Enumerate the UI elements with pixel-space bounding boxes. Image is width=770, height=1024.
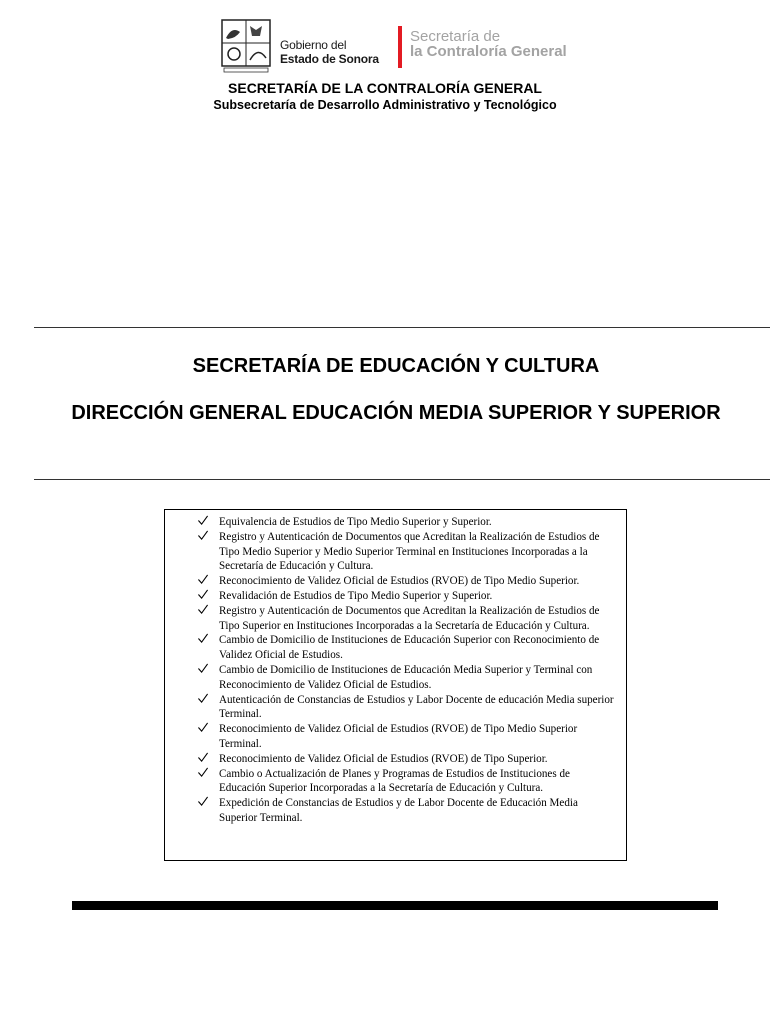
- checkmark-icon: [197, 693, 209, 704]
- state-seal-icon: [220, 18, 272, 74]
- checkmark-icon: [197, 633, 209, 644]
- procedure-item: [189, 633, 618, 663]
- procedure-item: [189, 530, 618, 574]
- procedures-box: [164, 509, 627, 861]
- procedure-text: Registro y Autenticación de Documentos que Acreditan la Realización de Estudios de Tipo Superior en Instituciones Incorporadas a la Secretaría de Educación y Cultura.: [219, 604, 600, 632]
- procedure-text: Reconocimiento de Validez Oficial de Estudios (RVOE) de Tipo Medio Superior Terminal.: [219, 723, 578, 750]
- directorate-title: DIRECCIÓN GENERAL EDUCACIÓN MEDIA SUPERIOR Y SUPERIOR: [71, 402, 721, 424]
- procedure-text: Autenticación de Constancias de Estudios y Labor Docente de educación Media superior Terminal.: [219, 693, 614, 721]
- checkmark-icon: [197, 767, 209, 778]
- checkmark-icon: [197, 752, 209, 763]
- procedure-item: [189, 767, 618, 797]
- procedure-item: [189, 515, 618, 530]
- gov-logo-line1: Gobierno del: [280, 38, 347, 52]
- procedure-item: [189, 752, 618, 767]
- divider-bottom: [34, 479, 770, 480]
- checkmark-icon: [197, 604, 209, 615]
- header-subtitle: Subsecretaría de Desarrollo Administrativo y Tecnológico: [213, 98, 557, 112]
- logo-divider: [398, 26, 402, 68]
- checkmark-icon: [197, 796, 209, 807]
- procedure-item: [189, 589, 618, 604]
- procedure-item: [189, 796, 618, 826]
- procedure-item: [189, 722, 618, 752]
- gov-logo-line2: Estado de Sonora: [280, 52, 379, 66]
- procedure-item: [189, 604, 618, 634]
- procedure-text: Reconocimiento de Validez Oficial de Estudios (RVOE) de Tipo Medio Superior.: [219, 575, 580, 588]
- bottom-bar: [72, 901, 718, 910]
- header-title: SECRETARÍA DE LA CONTRALORÍA GENERAL: [228, 80, 542, 96]
- procedure-text: Cambio de Domicilio de Instituciones de Educación Superior con Reconocimiento de Validez Oficial de Estudios.: [219, 634, 600, 662]
- procedure-item: [189, 693, 618, 723]
- checkmark-icon: [197, 515, 209, 526]
- checkmark-icon: [197, 663, 209, 674]
- procedure-item: [189, 663, 618, 693]
- procedure-text: Equivalencia de Estudios de Tipo Medio Superior y Superior.: [219, 516, 492, 528]
- procedure-text: Registro y Autenticación de Documentos que Acreditan la Realización de Estudios de Tipo Medio Superior y Medio Superior Terminal en Instituciones Incorporadas a la Secretaría de Educación y Cultura.: [219, 530, 600, 573]
- divider-top: [34, 327, 770, 328]
- procedure-item: [189, 574, 618, 589]
- procedure-text: Cambio de Domicilio de Instituciones de Educación Media Superior y Terminal con Reconocimiento de Validez Oficial de Estudios.: [219, 663, 593, 691]
- sec-logo-line2: la Contraloría General: [410, 43, 567, 60]
- checkmark-icon: [197, 722, 209, 733]
- procedure-text: Revalidación de Estudios de Tipo Medio Superior y Superior.: [219, 589, 493, 602]
- procedures-list: [189, 515, 618, 826]
- sec-logo-line1: Secretaría de: [410, 28, 501, 45]
- secretariat-title: SECRETARÍA DE EDUCACIÓN Y CULTURA: [192, 355, 600, 377]
- procedure-text: Expedición de Constancias de Estudios y de Labor Docente de Educación Media Superior Terminal.: [219, 797, 578, 824]
- checkmark-icon: [197, 530, 209, 541]
- checkmark-icon: [197, 589, 209, 600]
- procedure-text: Cambio o Actualización de Planes y Programas de Estudios de Instituciones de Educación Superior Incorporadas a la Secretaría de Educación y Cultura.: [219, 767, 570, 795]
- checkmark-icon: [197, 574, 209, 585]
- procedure-text: Reconocimiento de Validez Oficial de Estudios (RVOE) de Tipo Superior.: [219, 752, 548, 765]
